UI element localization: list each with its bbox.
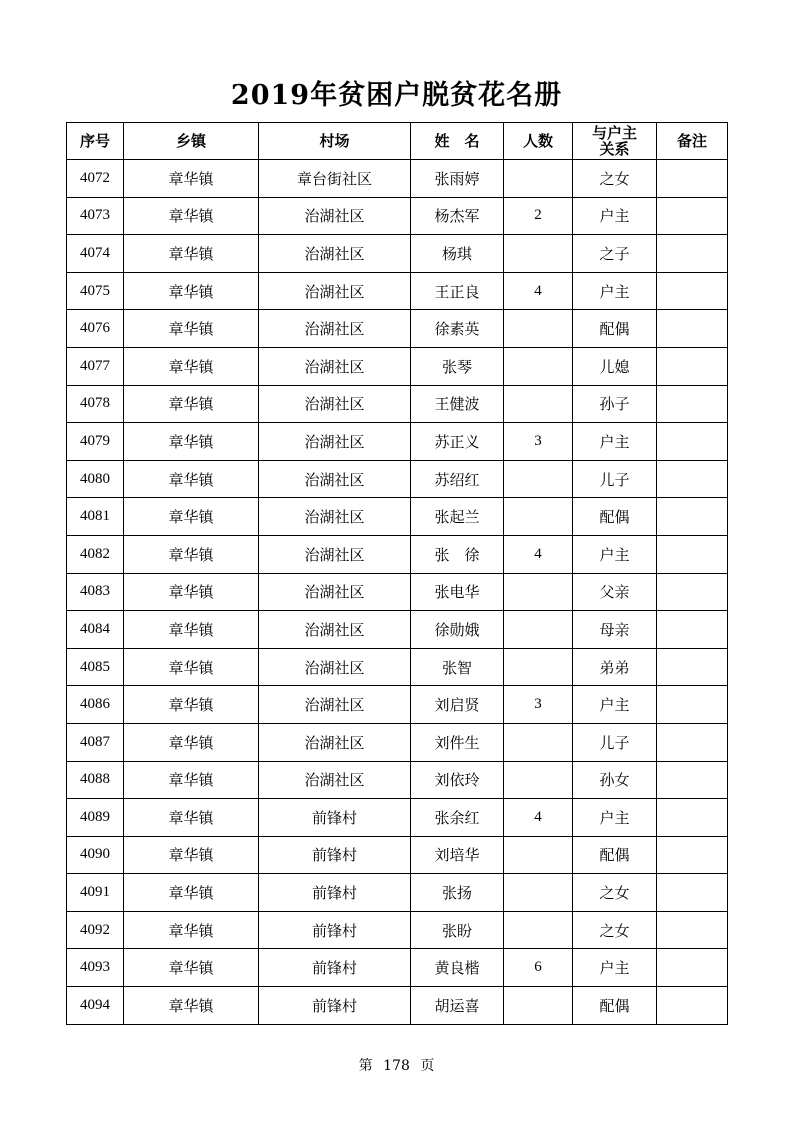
- cell-township: 章华镇: [124, 197, 259, 235]
- cell-township: 章华镇: [124, 611, 259, 649]
- cell-remarks: [657, 949, 728, 987]
- cell-township: 章华镇: [124, 573, 259, 611]
- cell-village: 治湖社区: [259, 686, 411, 724]
- cell-village: 治湖社区: [259, 460, 411, 498]
- cell-index: 4088: [67, 761, 124, 799]
- cell-remarks: [657, 535, 728, 573]
- cell-index: 4087: [67, 723, 124, 761]
- cell-remarks: [657, 723, 728, 761]
- cell-relation: 儿子: [573, 460, 657, 498]
- cell-village: 治湖社区: [259, 310, 411, 348]
- table-row: [67, 423, 728, 461]
- cell-name: 王正良: [411, 272, 504, 310]
- cell-remarks: [657, 686, 728, 724]
- cell-village: 治湖社区: [259, 197, 411, 235]
- table-row: [67, 573, 728, 611]
- cell-relation: 配偶: [573, 498, 657, 536]
- cell-index: 4091: [67, 874, 124, 912]
- cell-name: 张雨婷: [411, 160, 504, 198]
- cell-remarks: [657, 272, 728, 310]
- cell-household-size: 6: [504, 949, 573, 987]
- table-row: [67, 611, 728, 649]
- cell-relation: 之女: [573, 874, 657, 912]
- cell-village: 前锋村: [259, 799, 411, 837]
- cell-village: 前锋村: [259, 836, 411, 874]
- table-row: [67, 460, 728, 498]
- cell-village: 章台街社区: [259, 160, 411, 198]
- table-row: [67, 385, 728, 423]
- cell-township: 章华镇: [124, 911, 259, 949]
- cell-township: 章华镇: [124, 160, 259, 198]
- cell-remarks: [657, 761, 728, 799]
- cell-name: 苏正义: [411, 423, 504, 461]
- cell-relation: 配偶: [573, 836, 657, 874]
- cell-township: 章华镇: [124, 761, 259, 799]
- cell-relation: 孙子: [573, 385, 657, 423]
- cell-township: 章华镇: [124, 836, 259, 874]
- cell-index: 4081: [67, 498, 124, 536]
- cell-village: 治湖社区: [259, 723, 411, 761]
- cell-remarks: [657, 385, 728, 423]
- header-township: 乡镇: [124, 123, 259, 160]
- header-household-size: 人数: [504, 123, 573, 160]
- cell-name: 刘启贤: [411, 686, 504, 724]
- table-row: [67, 686, 728, 724]
- cell-relation: 户主: [573, 686, 657, 724]
- cell-index: 4090: [67, 836, 124, 874]
- footer-prefix: 第: [358, 1058, 373, 1074]
- cell-name: 张智: [411, 648, 504, 686]
- cell-township: 章华镇: [124, 460, 259, 498]
- cell-index: 4076: [67, 310, 124, 348]
- cell-township: 章华镇: [124, 949, 259, 987]
- cell-village: 治湖社区: [259, 385, 411, 423]
- cell-household-size: [504, 836, 573, 874]
- table-row: [67, 310, 728, 348]
- cell-index: 4075: [67, 272, 124, 310]
- cell-relation: 户主: [573, 949, 657, 987]
- cell-remarks: [657, 160, 728, 198]
- cell-village: 前锋村: [259, 911, 411, 949]
- cell-name: 王健波: [411, 385, 504, 423]
- cell-household-size: 2: [504, 197, 573, 235]
- cell-relation: 孙女: [573, 761, 657, 799]
- cell-remarks: [657, 460, 728, 498]
- table-row: [67, 498, 728, 536]
- cell-remarks: [657, 799, 728, 837]
- cell-village: 前锋村: [259, 949, 411, 987]
- cell-township: 章华镇: [124, 799, 259, 837]
- page-number: 178: [383, 1058, 410, 1074]
- cell-relation: 配偶: [573, 987, 657, 1025]
- cell-household-size: [504, 911, 573, 949]
- cell-relation: 父亲: [573, 573, 657, 611]
- cell-relation: 户主: [573, 799, 657, 837]
- cell-remarks: [657, 836, 728, 874]
- cell-relation: 户主: [573, 535, 657, 573]
- table-row: [67, 987, 728, 1025]
- cell-village: 前锋村: [259, 987, 411, 1025]
- cell-village: 治湖社区: [259, 611, 411, 649]
- cell-household-size: [504, 460, 573, 498]
- cell-index: 4073: [67, 197, 124, 235]
- cell-township: 章华镇: [124, 347, 259, 385]
- table-header-row: [67, 123, 728, 160]
- cell-relation: 儿子: [573, 723, 657, 761]
- header-remarks: 备注: [657, 123, 728, 160]
- table-row: [67, 347, 728, 385]
- table-row: [67, 648, 728, 686]
- cell-household-size: [504, 235, 573, 273]
- cell-name: 杨琪: [411, 235, 504, 273]
- cell-township: 章华镇: [124, 423, 259, 461]
- cell-relation: 之子: [573, 235, 657, 273]
- table-row: [67, 197, 728, 235]
- cell-index: 4080: [67, 460, 124, 498]
- cell-village: 治湖社区: [259, 272, 411, 310]
- cell-name: 黄良楷: [411, 949, 504, 987]
- page-footer: [0, 1055, 793, 1075]
- cell-name: 徐素英: [411, 310, 504, 348]
- cell-township: 章华镇: [124, 648, 259, 686]
- table-row: [67, 874, 728, 912]
- cell-household-size: [504, 385, 573, 423]
- table-row: [67, 272, 728, 310]
- cell-relation: 之女: [573, 911, 657, 949]
- cell-household-size: [504, 761, 573, 799]
- cell-name: 刘件生: [411, 723, 504, 761]
- cell-relation: 户主: [573, 197, 657, 235]
- cell-index: 4086: [67, 686, 124, 724]
- footer-suffix: 页: [420, 1058, 435, 1074]
- cell-household-size: [504, 573, 573, 611]
- cell-township: 章华镇: [124, 723, 259, 761]
- cell-village: 治湖社区: [259, 498, 411, 536]
- cell-name: 胡运喜: [411, 987, 504, 1025]
- cell-index: 4084: [67, 611, 124, 649]
- cell-remarks: [657, 235, 728, 273]
- cell-household-size: 3: [504, 423, 573, 461]
- cell-index: 4072: [67, 160, 124, 198]
- cell-village: 治湖社区: [259, 573, 411, 611]
- cell-index: 4079: [67, 423, 124, 461]
- cell-index: 4078: [67, 385, 124, 423]
- table-row: [67, 761, 728, 799]
- cell-household-size: [504, 498, 573, 536]
- cell-name: 张电华: [411, 573, 504, 611]
- cell-village: 治湖社区: [259, 347, 411, 385]
- cell-index: 4077: [67, 347, 124, 385]
- cell-remarks: [657, 498, 728, 536]
- document-title: 2019年贫困户脱贫花名册: [230, 80, 563, 111]
- cell-township: 章华镇: [124, 385, 259, 423]
- cell-household-size: [504, 347, 573, 385]
- header-name: 姓 名: [411, 123, 504, 160]
- cell-relation: 户主: [573, 272, 657, 310]
- cell-remarks: [657, 874, 728, 912]
- cell-household-size: [504, 160, 573, 198]
- cell-household-size: 4: [504, 799, 573, 837]
- cell-village: 治湖社区: [259, 235, 411, 273]
- cell-name: 徐勋娥: [411, 611, 504, 649]
- cell-township: 章华镇: [124, 535, 259, 573]
- table-row: [67, 723, 728, 761]
- cell-name: 苏绍红: [411, 460, 504, 498]
- cell-township: 章华镇: [124, 235, 259, 273]
- cell-relation: 弟弟: [573, 648, 657, 686]
- cell-remarks: [657, 347, 728, 385]
- cell-name: 张 徐: [411, 535, 504, 573]
- cell-index: 4085: [67, 648, 124, 686]
- cell-index: 4092: [67, 911, 124, 949]
- table-row: [67, 949, 728, 987]
- cell-name: 张琴: [411, 347, 504, 385]
- cell-household-size: 3: [504, 686, 573, 724]
- cell-index: 4094: [67, 987, 124, 1025]
- cell-remarks: [657, 423, 728, 461]
- cell-village: 治湖社区: [259, 535, 411, 573]
- cell-village: 治湖社区: [259, 648, 411, 686]
- header-index: 序号: [67, 123, 124, 160]
- cell-relation: 户主: [573, 423, 657, 461]
- cell-remarks: [657, 987, 728, 1025]
- cell-household-size: [504, 648, 573, 686]
- cell-name: 杨杰军: [411, 197, 504, 235]
- cell-index: 4089: [67, 799, 124, 837]
- cell-township: 章华镇: [124, 987, 259, 1025]
- cell-village: 前锋村: [259, 874, 411, 912]
- cell-household-size: 4: [504, 272, 573, 310]
- cell-household-size: [504, 987, 573, 1025]
- table-row: [67, 535, 728, 573]
- cell-household-size: [504, 874, 573, 912]
- cell-village: 治湖社区: [259, 761, 411, 799]
- cell-household-size: 4: [504, 535, 573, 573]
- table-row: [67, 235, 728, 273]
- cell-name: 张起兰: [411, 498, 504, 536]
- cell-remarks: [657, 611, 728, 649]
- cell-remarks: [657, 197, 728, 235]
- cell-remarks: [657, 911, 728, 949]
- table-row: [67, 160, 728, 198]
- cell-township: 章华镇: [124, 272, 259, 310]
- cell-township: 章华镇: [124, 686, 259, 724]
- cell-remarks: [657, 573, 728, 611]
- cell-township: 章华镇: [124, 498, 259, 536]
- cell-name: 张盼: [411, 911, 504, 949]
- cell-index: 4074: [67, 235, 124, 273]
- cell-remarks: [657, 310, 728, 348]
- cell-index: 4082: [67, 535, 124, 573]
- cell-name: 刘依玲: [411, 761, 504, 799]
- cell-township: 章华镇: [124, 310, 259, 348]
- cell-remarks: [657, 648, 728, 686]
- cell-household-size: [504, 611, 573, 649]
- roster-table: [66, 122, 728, 1025]
- cell-household-size: [504, 310, 573, 348]
- header-relation: 与户主关系: [573, 123, 657, 160]
- cell-name: 张余红: [411, 799, 504, 837]
- cell-name: 张扬: [411, 874, 504, 912]
- cell-relation: 儿媳: [573, 347, 657, 385]
- cell-relation: 配偶: [573, 310, 657, 348]
- cell-relation: 之女: [573, 160, 657, 198]
- cell-index: 4093: [67, 949, 124, 987]
- cell-village: 治湖社区: [259, 423, 411, 461]
- cell-township: 章华镇: [124, 874, 259, 912]
- header-village: 村场: [259, 123, 411, 160]
- cell-relation: 母亲: [573, 611, 657, 649]
- table-row: [67, 799, 728, 837]
- table-row: [67, 911, 728, 949]
- cell-name: 刘培华: [411, 836, 504, 874]
- table-row: [67, 836, 728, 874]
- cell-index: 4083: [67, 573, 124, 611]
- cell-household-size: [504, 723, 573, 761]
